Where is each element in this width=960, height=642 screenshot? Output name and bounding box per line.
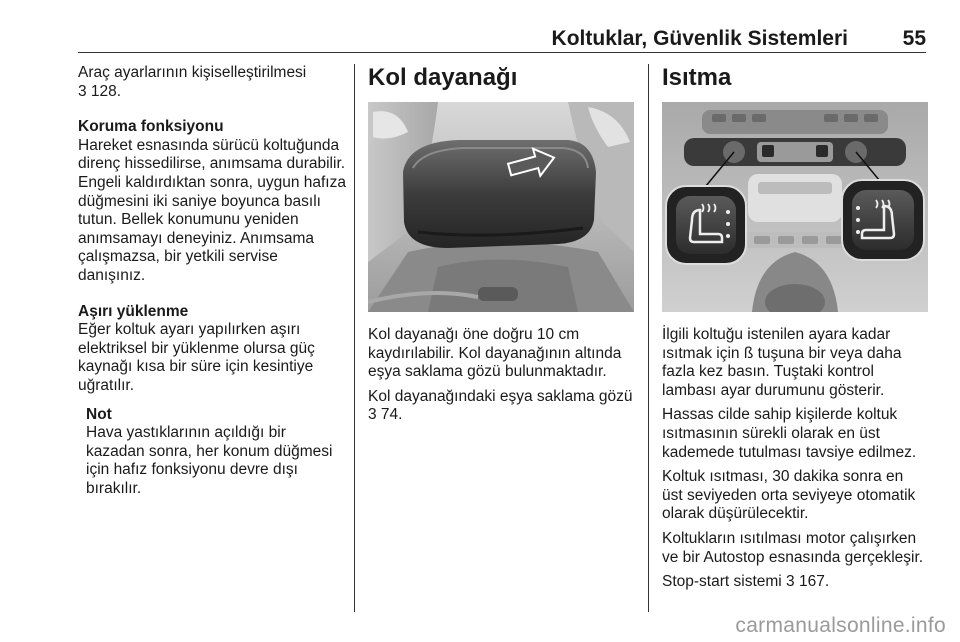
column-divider-2 xyxy=(648,64,649,612)
armrest-paragraph-2: Kol dayanağındaki eşya saklama gözü 3 74. xyxy=(368,387,633,424)
note-title: Not xyxy=(86,405,112,423)
site-watermark: carmanualsonline.info xyxy=(735,614,946,637)
armrest-illustration xyxy=(368,102,634,312)
note-box xyxy=(86,406,346,499)
column-right xyxy=(662,64,928,598)
page-number: 55 xyxy=(902,27,926,50)
seat-heating-illustration xyxy=(662,102,928,312)
armrest-paragraph-1: Kol dayanağı öne doğru 10 cm kaydırılabilir. Kol dayanağının altında eşya saklama gözü bulunmaktadır. xyxy=(368,326,622,381)
heating-photo xyxy=(662,102,928,312)
seat-heat-button-left-zoom xyxy=(666,186,746,264)
section-heading-armrest: Kol dayanağı xyxy=(368,64,518,91)
section-title-protection: Koruma fonksiyonu xyxy=(78,118,224,136)
seat-heat-button-right-zoom xyxy=(842,180,924,260)
column-middle xyxy=(368,64,634,431)
intro-paragraph xyxy=(78,64,346,101)
section-text-protection: Hareket esnasında sürücü koltuğunda direnç hissedilirse, anımsama durabilir. Engeli kaldırdıktan sonra, uygun hafıza düğmesini iki saniye boyunca basılı tutun. Bellek konumunu yeniden anımsamayı deneyiniz. Anımsama çalışmazsa, bir yetkili servise danışınız. xyxy=(78,136,346,284)
page-header xyxy=(78,22,926,53)
heating-paragraph-5: Stop-start sistemi 3 167. xyxy=(662,573,830,591)
heating-paragraph-3: Koltuk ısıtması, 30 dakika sonra en üst seviyeden orta seviyeye otomatik olarak düşürülecektir. xyxy=(662,468,916,523)
note-text: Hava yastıklarının açıldığı bir kazadan sonra, her konum düğmesi için hafız fonksiyonu devre dışı bırakılır. xyxy=(86,424,333,497)
intro-text: Araç ayarlarının kişiselleştirilmesi xyxy=(78,64,307,81)
heating-paragraph-4: Koltukların ısıtılması motor çalışırken ve bir Autostop esnasında gerçekleşir. xyxy=(662,529,924,566)
column-left xyxy=(78,64,346,498)
chapter-title: Koltuklar, Güvenlik Sistemleri xyxy=(551,27,848,50)
section-text-overload: Eğer koltuk ayarı yapılırken aşırı elektriksel bir yüklenme olursa güç kaynağı kısa bir süre için kesintiye uğratılır. xyxy=(78,321,315,394)
section-heading-heating: Isıtma xyxy=(662,64,732,91)
intro-page-reference: 3 128. xyxy=(78,82,122,100)
heating-paragraph-1: İlgili koltuğu istenilen ayara kadar ısıtmak için ß tuşuna bir veya daha fazla kez basın. Tuştaki kontrol lambası ayar durumunu gösterir. xyxy=(662,326,902,399)
section-title-overload: Aşırı yüklenme xyxy=(78,302,189,320)
column-divider-1 xyxy=(354,64,355,612)
heating-paragraph-2: Hassas cilde sahip kişilerde koltuk ısıtmasının sürekli olarak en üst kademede tutulması tavsiye edilmez. xyxy=(662,406,917,461)
armrest-photo xyxy=(368,102,634,312)
